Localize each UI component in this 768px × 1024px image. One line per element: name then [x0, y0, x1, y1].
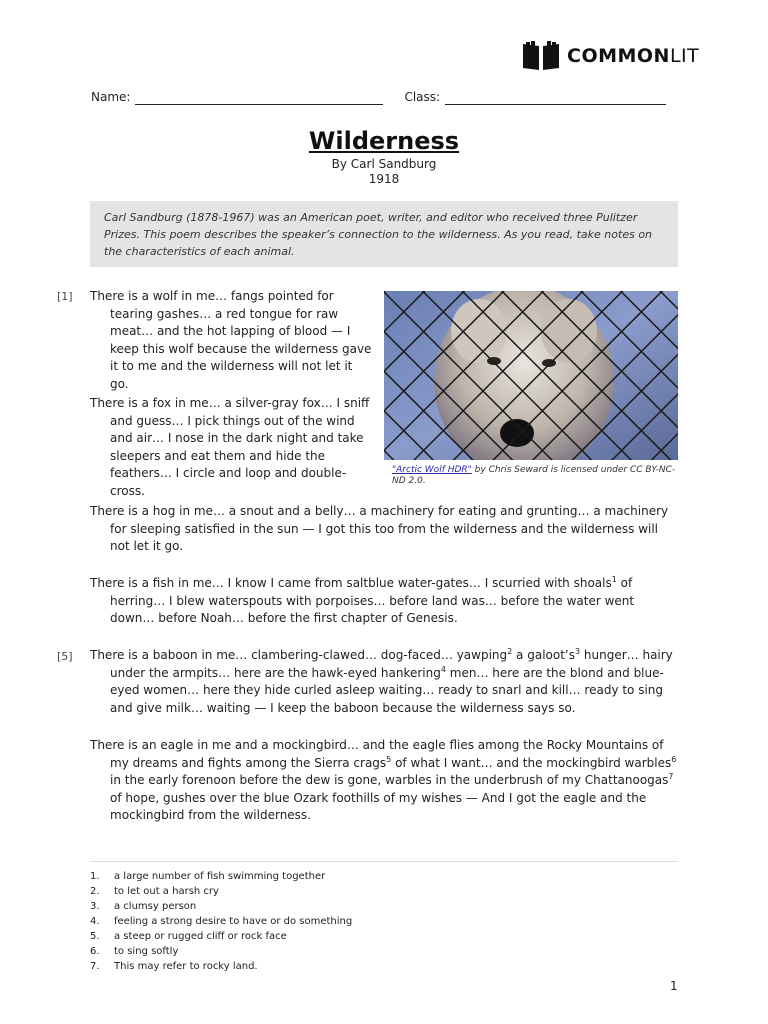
photo-credit-link[interactable]: "Arctic Wolf HDR" — [392, 465, 472, 475]
page-title: Wilderness — [308, 127, 460, 155]
year: 1918 — [368, 172, 400, 186]
footnote-item: 2. to let out a harsh cry — [90, 886, 219, 897]
line-number: [5] — [57, 650, 73, 663]
class-field[interactable] — [445, 90, 666, 105]
author: By Carl Sandburg — [331, 157, 437, 171]
stanza-wolf: There is a wolf in me… fangs pointed for tearing gashes… a red tongue for raw meat… and the hot lapping of blood — I keep this wolf because the wilderness gave it to me and the wilderness will not let it go. — [90, 289, 372, 391]
wolf-photo — [384, 291, 678, 460]
logo-wordmark: COMMONLIT — [567, 45, 700, 67]
class-label: Class: — [404, 90, 441, 104]
page-number: 1 — [670, 979, 678, 993]
footnote-ref[interactable]: 1 — [611, 575, 617, 584]
footnote-ref[interactable]: 6 — [671, 754, 677, 764]
photo-caption: "Arctic Wolf HDR" by Chris Seward is licensed under CC BY-NC-ND 2.0. — [392, 465, 676, 486]
name-label: Name: — [91, 90, 131, 104]
footnote-item: 6. to sing softly — [90, 946, 179, 957]
stanza-hog: There is a hog in me… a snout and a belly… a machinery for eating and grunting… a machinery for sleeping satisfied in the sun — I got this too from the wilderness and the wilderness will not let it go. — [90, 504, 669, 553]
stanza-fox: There is a fox in me… a silver-gray fox… I sniff and guess… I pick things out of the wind and air… I nose in the dark night and take sleepers and eat them and hide the feathers… I circle and loop and double-cross. — [90, 396, 370, 498]
commonlit-logo — [521, 40, 699, 72]
footnote-item: 3. a clumsy person — [90, 901, 197, 912]
line-number: [1] — [57, 290, 73, 303]
stanza-fish: There is a fish in me… I know I came from saltblue water-gates… I scurried with shoals$^1$ of herring… I blew waterspouts with porpoises… before land was… before the water went down… before Noah… before the first chapter of Genesis. — [90, 575, 635, 625]
footnote-ref[interactable]: 7 — [668, 772, 674, 781]
stanza-eagle: There is an eagle in me and a mockingbird… and the eagle flies among the Rocky Mountains of my dreams and fights among the Sierra crags$^5$ of what I want… and the mockingbird warbles$^6$ in the early forenoon before the dew is gone, warbles in the underbrush of my Chattanoogas$^7$ of hope, gushes over the blue Ozark foothills of my wishes — And I got the eagle and the mockingbird from the wilderness. — [90, 738, 677, 822]
footnote-divider — [90, 861, 678, 862]
byline — [0, 157, 768, 187]
footnote-ref[interactable]: 5 — [386, 754, 392, 764]
footnote-list — [90, 869, 352, 974]
intro-box: Carl Sandburg (1878-1967) was an American poet, writer, and editor who received three Pulitzer Prizes. This poem describes the speaker’s connection to the wilderness. As you read, take notes on the characteristics of each animal. — [90, 201, 678, 267]
footnote-item: 7. This may refer to rocky land. — [90, 961, 258, 972]
open-book-icon — [521, 40, 561, 72]
name-field[interactable] — [135, 90, 383, 105]
wolf-behind-fence-image — [384, 291, 678, 460]
footnote-item: 4. feeling a strong desire to have or do something — [90, 916, 353, 927]
footnote-ref[interactable]: 4 — [440, 664, 446, 674]
footnote-ref[interactable]: 3 — [574, 647, 581, 656]
name-class-row — [91, 90, 666, 105]
footnote-ref[interactable]: 2 — [507, 647, 513, 656]
stanza-baboon: There is a baboon in me… clambering-clawed… dog-faced… yawping$^2$ a $galoot’s^3$ hunger… hairy under the armpits… here are the hawk-eyed hankering$^4$ men… here are the blond and blue-eyed women… here they hide curled asleep waiting… ready to snarl and kill… ready to sing and give milk… waiting — I keep the baboon because the wilderness says so. — [90, 647, 673, 715]
footnote-item: 1. a large number of fish swimming together — [90, 871, 326, 882]
footnote-item: 5. a steep or rugged cliff or rock face — [90, 931, 287, 942]
